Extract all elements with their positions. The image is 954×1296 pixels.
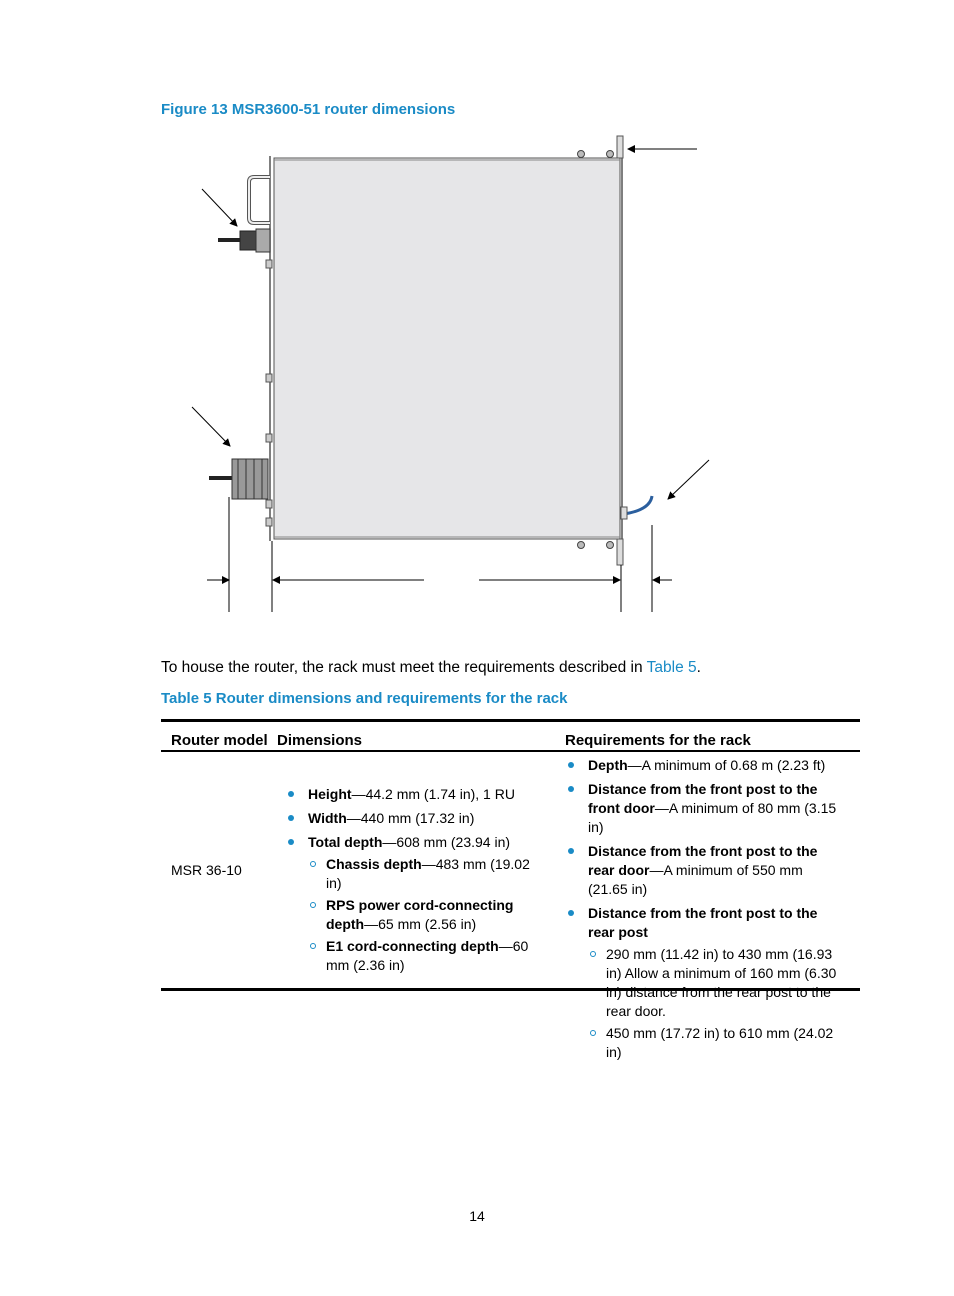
requirement-subitem: 290 mm (11.42 in) to 430 mm (16.93 in) Allow a minimum of 160 mm (6.30 in) distance from the rear post to the rear door. xyxy=(588,945,840,1021)
table-row xyxy=(161,752,860,1060)
requirements-cell xyxy=(555,752,860,1060)
power-cord-plug xyxy=(240,231,256,250)
dimension-subitem: Chassis depth—483 mm (19.02 in) xyxy=(308,855,548,893)
bottom-mounting-ear xyxy=(617,539,623,565)
dimension-item: Width—440 mm (17.32 in) xyxy=(285,809,555,828)
dimension-subitem: E1 cord-connecting depth—60 mm (2.36 in) xyxy=(308,937,548,975)
intro-end: . xyxy=(696,659,701,676)
router-dimensions-diagram xyxy=(0,0,954,640)
e1-connector xyxy=(232,459,268,499)
header-router-model: Router model xyxy=(171,732,268,749)
model-name: MSR 36-10 xyxy=(171,862,242,878)
callout-arrow xyxy=(202,189,237,226)
handle xyxy=(249,177,270,223)
callout-arrow xyxy=(668,460,709,499)
page-number: 14 xyxy=(469,1208,485,1224)
requirement-item: Distance from the front post to the rear post 290 mm (11.42 in) to 430 mm (16.93 in) Allow a minimum of 160 mm (6.30 in) distance from the rear post to the rear door. 450 mm (17.72 in) to 610 mm (24.02 in) xyxy=(565,904,840,1062)
header-dimensions: Dimensions xyxy=(277,732,363,749)
callout-arrow xyxy=(192,407,230,446)
dimensions-cell xyxy=(269,752,555,988)
dimension-item: Total depth—608 mm (23.94 in) Chassis depth—483 mm (19.02 in) RPS power cord-connecting depth—65 mm (2.56 in) E1 cord-connecting depth—60 mm (2.36 in) xyxy=(285,833,555,975)
requirement-item: Distance from the front post to the rear door—A minimum of 550 mm (21.65 in) xyxy=(565,842,840,899)
model-cell xyxy=(161,752,269,988)
requirement-item: Distance from the front post to the front door—A minimum of 80 mm (3.15 in) xyxy=(565,780,840,837)
table-caption: Table 5 Router dimensions and requirements for the rack xyxy=(161,690,568,707)
requirement-subitem: 450 mm (17.72 in) to 610 mm (24.02 in) xyxy=(588,1024,840,1062)
requirement-item: Depth—A minimum of 0.68 m (2.23 ft) xyxy=(565,756,840,775)
top-mounting-ear xyxy=(617,136,623,158)
intro-paragraph xyxy=(161,659,701,677)
table-5-link[interactable]: Table 5 xyxy=(646,659,697,676)
dimension-subitem: RPS power cord-connecting depth—65 mm (2.56 in) xyxy=(308,896,548,934)
table-header-row xyxy=(161,722,860,752)
intro-text: To house the router, the rack must meet the requirements described in xyxy=(161,659,647,676)
header-requirements: Requirements for the rack xyxy=(565,732,751,749)
ground-cable xyxy=(624,496,652,514)
chassis-body xyxy=(274,158,620,539)
dimension-item: Height—44.2 mm (1.74 in), 1 RU xyxy=(285,785,555,804)
rack-requirements-table xyxy=(161,719,860,1060)
figure-caption: Figure 13 MSR3600-51 router dimensions xyxy=(161,101,456,118)
